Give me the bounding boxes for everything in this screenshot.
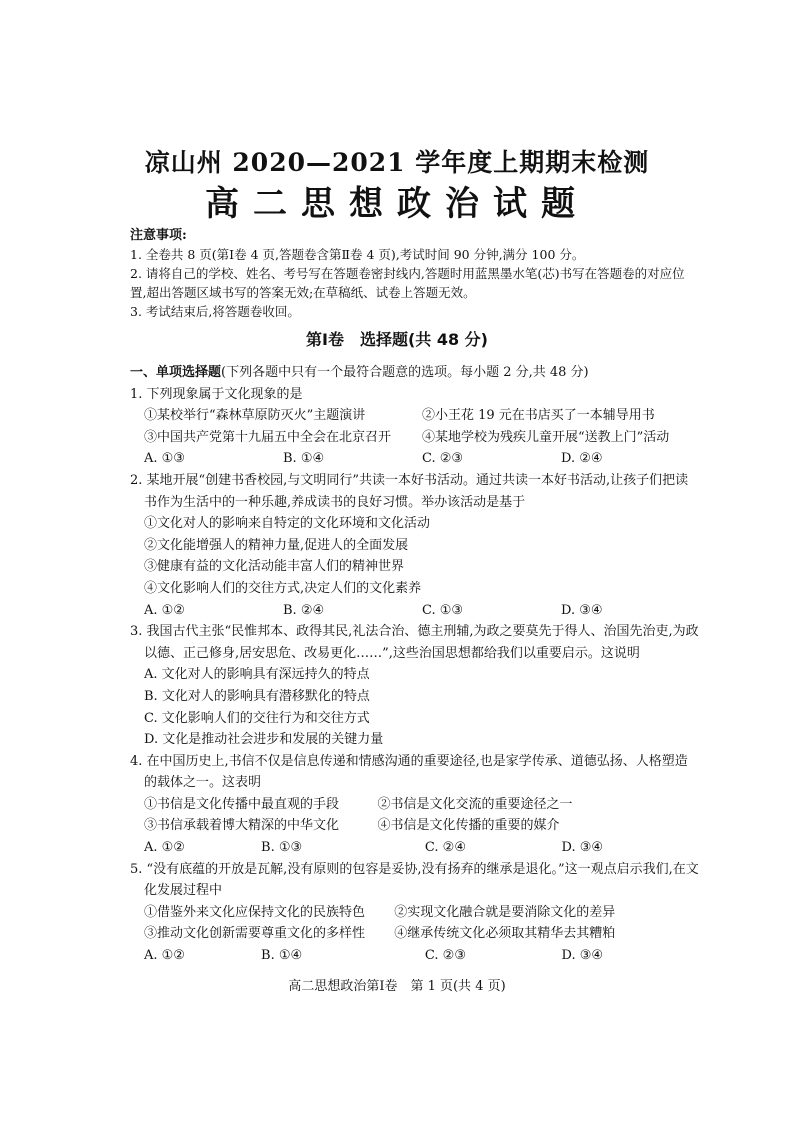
question-stem: 3. 我国古代主张“民惟邦本、政得其民,礼法合治、德主刑辅,为政之要莫先于得人、治国先治吏,为政以德、正己修身,居安思危、改易更化……”,这些治国思想都给我们以重要启示。这说明 [130, 624, 699, 661]
section-heading: 第Ⅰ卷 选择题(共 48 分) [306, 330, 488, 349]
answer-option: A. ①② [144, 840, 185, 856]
questions-block [130, 362, 700, 967]
question-stem: 4. 在中国历史上,书信不仅是信息传递和情感沟通的重要途径,也是家学传承、道德弘扬、人格塑造的载体之一。这表明 [130, 753, 688, 791]
question-stem: 1. 下列现象属于文化现象的是 [130, 386, 303, 402]
question-stem: 2. 某地开展“创建书香校园,与文明同行”共读一本好书活动。通过共读一本好书活动,让孩子们把读书作为生活中的一种乐趣,养成读书的良好习惯。举办该活动是基于 [130, 472, 689, 510]
answer-option: C. ②③ [422, 451, 464, 467]
question-items-row [130, 405, 700, 427]
question-item: ②实现文化融合就是要消除文化的差异 [394, 904, 616, 920]
question-item: ③中国共产党第十九届五中全会在北京召开 [144, 429, 392, 445]
notice-item: 1. 全卷共 8 页(第Ⅰ卷 4 页,答题卷含第Ⅱ卷 4 页),考试时间 90 分钟,满分 100 分。 [130, 247, 585, 262]
answer-option: D. ③④ [561, 840, 604, 856]
answer-option: B. ①③ [261, 840, 303, 856]
question-stem: 5. “没有底蕴的开放是瓦解,没有原则的包容是妥协,没有扬弃的继承是退化。”这一观点启示我们,在文化发展过程中 [130, 861, 699, 899]
question-items-row [130, 427, 700, 449]
answer-option: D. ③④ [561, 602, 603, 618]
question-items-row [130, 815, 700, 837]
answer-options [130, 448, 700, 470]
answer-option: C. ②④ [424, 840, 466, 856]
answer-option: C. ①③ [422, 602, 464, 618]
answer-option: D. ③④ [561, 948, 604, 964]
question-item: B. 文化对人的影响具有潜移默化的特点 [144, 688, 370, 704]
question-item: ③书信承载着博大精深的中华文化 [144, 818, 340, 834]
question-item: ②书信是文化交流的重要途径之一 [377, 796, 573, 812]
page-footer: 高二思想政治第Ⅰ卷 第 1 页(共 4 页) [288, 979, 506, 994]
question-item: ④文化影响人们的交往方式,决定人们的文化素养 [144, 580, 422, 596]
part-instruction: (下列各题中只有一个最符合题意的选项。每小题 2 分,共 48 分) [221, 365, 589, 380]
question-item: ①某校举行“森林草原防灭火”主题演讲 [144, 408, 366, 424]
part-label: 一、单项选择题 [130, 365, 222, 380]
answer-options [130, 600, 700, 622]
answer-option: A. ①② [144, 948, 185, 964]
question-item: D. 文化是推动社会进步和发展的关键力量 [144, 732, 384, 748]
exam-title: 凉山州 2020—2021 学年度上期期末检测 [144, 148, 650, 177]
question-item: C. 文化影响人们的交往行为和交往方式 [144, 710, 370, 726]
question-item: ②文化能增强人的精神力量,促进人的全面发展 [144, 537, 409, 553]
answer-options [130, 837, 700, 859]
question-item: ①借鉴外来文化应保持文化的民族特色 [144, 904, 366, 920]
question-item: ④书信是文化传播的重要的媒介 [377, 818, 560, 834]
question-item: ①文化对人的影响来自特定的文化环境和文化活动 [144, 516, 431, 532]
part-heading [130, 362, 700, 384]
question-item: A. 文化对人的影响具有深远持久的特点 [144, 667, 370, 683]
answer-option: A. ①③ [144, 451, 185, 467]
notice-heading: 注意事项: [130, 228, 187, 243]
answer-option: D. ②④ [561, 451, 603, 467]
answer-option: B. ①④ [261, 948, 303, 964]
question-items-row [130, 794, 700, 816]
question-items-row [130, 923, 700, 945]
answer-option: C. ②③ [424, 948, 466, 964]
notice-item: 2. 请将自己的学校、姓名、考号写在答题卷密封线内,答题时用蓝黑墨水笔(芯)书写在答题卷的对应位置,超出答题区域书写的答案无效;在草稿纸、试卷上答题无效。 [130, 266, 685, 300]
question-item: ④某地学校为残疾儿童开展“送教上门”活动 [422, 429, 670, 445]
question-item: ③健康有益的文化活动能丰富人们的精神世界 [144, 559, 405, 575]
notice-item: 3. 考试结束后,将答题卷收回。 [130, 304, 300, 319]
notice-block [130, 226, 690, 321]
exam-subtitle: 高二思想政治试题 [205, 184, 589, 224]
question-item: ④继承传统文化必须取其精华去其糟粕 [394, 926, 616, 942]
answer-option: A. ①② [144, 602, 185, 618]
question-item: ②小王花 19 元在书店买了一本辅导用书 [422, 408, 655, 424]
answer-options [130, 945, 700, 967]
answer-option: B. ②④ [283, 602, 325, 618]
question-items-row [130, 902, 700, 924]
answer-option: B. ①④ [283, 451, 325, 467]
question-item: ①书信是文化传播中最直观的手段 [144, 796, 340, 812]
question-item: ③推动文化创新需要尊重文化的多样性 [144, 926, 366, 942]
